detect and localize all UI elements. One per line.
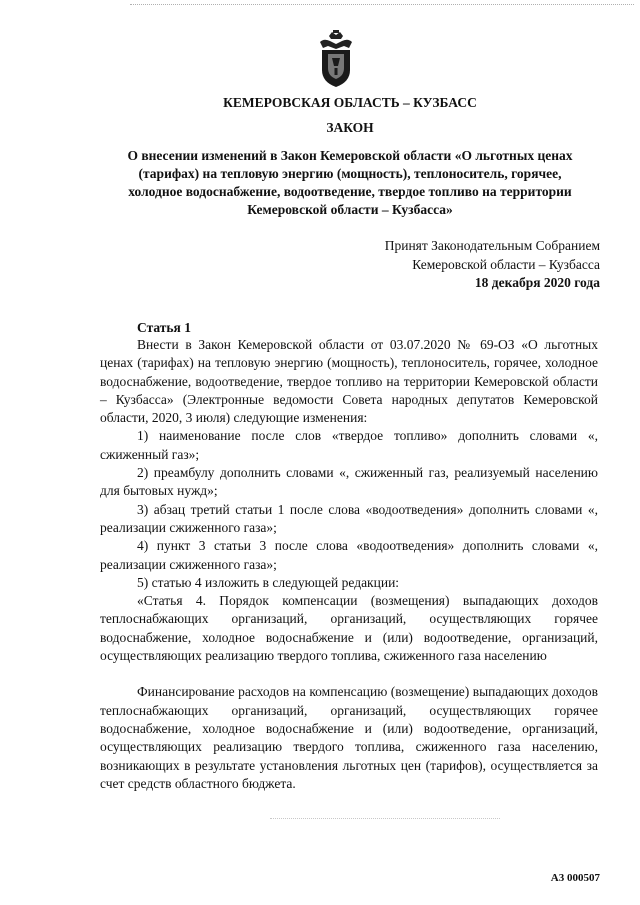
law-title-line: О внесении изменений в Закон Кемеровской области «О льготных ценах bbox=[127, 148, 573, 163]
adoption-date: 18 декабря 2020 года bbox=[474, 275, 600, 290]
serial-number: А3 000507 bbox=[550, 872, 600, 884]
faint-dotted-line bbox=[270, 818, 500, 819]
law-title-line: (тарифах) на тепловую энергию (мощность), теплоноситель, горячее, bbox=[138, 166, 562, 181]
amendment-item: 2) преамбулу дополнить словами «, сжиженный газ, реализуемый населению для бытовых нужд»; bbox=[100, 465, 598, 499]
law-title-line: холодное водоснабжение, водоотведение, твердое топливо на территории bbox=[128, 184, 572, 199]
quoted-article-heading: «Статья 4. Порядок компенсации (возмещения) выпадающих доходов теплоснабжающих организаций, организаций, осуществляющих горячее водоснабжение, холодное водоснабжение и (или) водоотведение, организаций, осуществляющих реализацию твердого топлива, сжиженного газа населению bbox=[100, 593, 598, 664]
law-title-line: Кемеровской области – Кузбасса» bbox=[247, 202, 453, 217]
adoption-line: Принят Законодательным Собранием bbox=[384, 238, 600, 253]
quoted-article-body: Финансирование расходов на компенсацию (возмещение) выпадающих доходов теплоснабжающих организаций, организаций, осуществляющих горячее водоснабжение, холодное водоснабжение и (или) водоотведение, организаций, осуществляющих реализацию твердого топлива, сжиженного газа населению, возникающих в результате установления льготных цен (тарифов), осуществляется за счет средств областного бюджета. bbox=[100, 684, 598, 791]
amendment-item: 4) пункт 3 статьи 3 после слова «водоотведения» дополнить словами «, реализации сжиженного газа»; bbox=[100, 538, 598, 572]
region-name: КЕМЕРОВСКАЯ ОБЛАСТЬ – КУЗБАСС bbox=[223, 95, 477, 110]
article-intro: Внести в Закон Кемеровской области от 03.07.2020 № 69-ОЗ «О льготных ценах (тарифах) на тепловую энергию (мощность), теплоноситель, горячее, холодное водоснабжение, водоотведение, твердое топливо на территории Кемеровской области – Кузбасса» (Электронные ведомости Совета народных депутатов Кемеровской области, 2020, 3 июля) следующие изменения: bbox=[100, 337, 598, 426]
amendment-item: 1) наименование после слов «твердое топливо» дополнить словами «, сжиженный газ»; bbox=[100, 428, 598, 462]
amendment-item: 3) абзац третий статьи 1 после слова «водоотведения» дополнить словами «, реализации сжиженного газа»; bbox=[100, 501, 598, 535]
article-body bbox=[100, 336, 598, 793]
document-type: ЗАКОН bbox=[326, 120, 374, 135]
coat-of-arms-icon bbox=[314, 30, 358, 88]
paragraph-gap bbox=[100, 665, 598, 683]
law-title bbox=[95, 147, 605, 219]
scan-edge-line bbox=[130, 4, 634, 5]
article-heading: Статья 1 bbox=[137, 320, 191, 335]
amendment-item: 5) статью 4 изложить в следующей редакции: bbox=[137, 574, 400, 590]
adoption-line: Кемеровской области – Кузбасса bbox=[412, 256, 600, 272]
adoption-block bbox=[385, 237, 600, 293]
